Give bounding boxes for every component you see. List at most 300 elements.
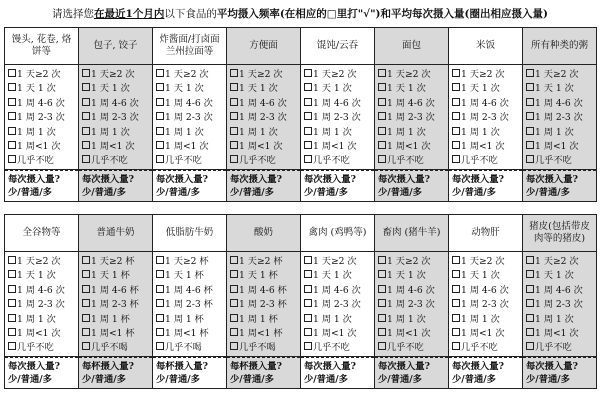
frequency-option-label: 几乎不吃 xyxy=(535,155,572,167)
frequency-option xyxy=(378,140,448,154)
frequency-option-label: 1 天≥2 次 xyxy=(165,69,209,80)
frequency-checkbox[interactable] xyxy=(230,270,238,278)
frequency-checkbox[interactable] xyxy=(82,285,90,293)
frequency-option-label: 1 天≥2 次 xyxy=(461,256,505,267)
frequency-option-label: 1 周 2-3 杯 xyxy=(239,299,287,311)
frequency-option-label: 1 天 1 次 xyxy=(461,83,500,95)
frequency-option xyxy=(156,341,226,355)
food-name-cell xyxy=(153,215,227,252)
amount-choices[interactable]: 少/普通/多 xyxy=(230,373,274,385)
frequency-checkbox[interactable] xyxy=(304,256,312,264)
frequency-option-label: 1 周 1 杯 xyxy=(165,313,204,325)
amount-question: 每次摄入量? xyxy=(526,360,578,372)
frequency-checkbox[interactable] xyxy=(8,270,16,278)
food-name-cell xyxy=(5,215,79,252)
amount-choices[interactable]: 少/普通/多 xyxy=(156,373,200,385)
frequency-option xyxy=(452,298,522,312)
frequency-option xyxy=(378,111,448,125)
frequency-option xyxy=(452,154,522,168)
food-name: 酸奶 xyxy=(253,227,273,238)
frequency-checkbox[interactable] xyxy=(156,270,164,278)
frequency-checkbox[interactable] xyxy=(304,141,312,149)
frequency-option-label: 1 周<1 次 xyxy=(239,141,283,153)
amount-question: 每杯摄入量? xyxy=(230,360,282,372)
frequency-checkbox[interactable] xyxy=(378,98,386,106)
frequency-option xyxy=(156,298,226,312)
frequency-option-label: 1 周 1 杯 xyxy=(91,313,130,325)
amount-choices[interactable]: 少/普通/多 xyxy=(230,186,274,198)
frequency-options-cell xyxy=(375,252,449,357)
frequency-checkbox[interactable] xyxy=(156,256,164,264)
frequency-checkbox[interactable] xyxy=(82,83,90,91)
frequency-option-label: 1 周 4-6 次 xyxy=(239,97,287,109)
frequency-option xyxy=(452,284,522,298)
frequency-checkbox[interactable] xyxy=(156,328,164,336)
frequency-option-label: 1 周 4-6 次 xyxy=(313,284,361,296)
frequency-checkbox[interactable] xyxy=(230,83,238,91)
frequency-checkbox[interactable] xyxy=(230,256,238,264)
amount-choices[interactable]: 少/普通/多 xyxy=(82,373,126,385)
frequency-option-label: 1 周 1 次 xyxy=(461,126,500,138)
food-header-row xyxy=(5,215,597,252)
frequency-checkbox[interactable] xyxy=(452,155,460,163)
amount-cell xyxy=(5,356,79,388)
frequency-option xyxy=(304,82,374,96)
frequency-option xyxy=(526,255,596,269)
amount-choices[interactable]: 少/普通/多 xyxy=(156,186,200,198)
food-name-cell xyxy=(153,28,227,65)
amount-choices[interactable]: 少/普通/多 xyxy=(8,186,52,198)
frequency-option xyxy=(230,97,300,111)
frequency-checkbox[interactable] xyxy=(304,83,312,91)
frequency-checkbox[interactable] xyxy=(230,98,238,106)
frequency-option-label: 1 周<1 杯 xyxy=(239,328,283,340)
frequency-option xyxy=(230,341,300,355)
amount-choices[interactable]: 少/普通/多 xyxy=(526,186,570,198)
frequency-checkbox[interactable] xyxy=(304,270,312,278)
frequency-option xyxy=(378,154,448,168)
frequency-option-label: 1 周 4-6 杯 xyxy=(165,284,213,296)
frequency-option xyxy=(378,284,448,298)
frequency-option-label: 1 天 1 次 xyxy=(91,83,130,95)
frequency-option-label: 几乎不吃 xyxy=(313,155,350,167)
frequency-options-cell xyxy=(5,252,79,357)
frequency-option-label: 几乎不吃 xyxy=(17,342,54,354)
frequency-checkbox[interactable] xyxy=(378,285,386,293)
frequency-checkbox[interactable] xyxy=(82,69,90,77)
amount-choices[interactable]: 少/普通/多 xyxy=(452,186,496,198)
frequency-option-label: 1 天≥2 杯 xyxy=(165,256,209,267)
frequency-option xyxy=(156,154,226,168)
frequency-option-label: 1 周 2-3 次 xyxy=(91,112,139,124)
amount-row xyxy=(5,169,597,201)
frequency-checkbox[interactable] xyxy=(82,328,90,336)
frequency-option xyxy=(526,97,596,111)
frequency-option xyxy=(8,341,78,355)
frequency-checkbox[interactable] xyxy=(452,69,460,77)
frequency-option xyxy=(526,154,596,168)
frequency-row xyxy=(5,252,597,357)
frequency-option xyxy=(304,140,374,154)
frequency-option xyxy=(526,284,596,298)
instruction-text: (在相应的□里打"√")和 xyxy=(279,8,392,20)
frequency-checkbox[interactable] xyxy=(156,112,164,120)
frequency-options-cell xyxy=(523,65,597,170)
frequency-option xyxy=(230,126,300,140)
frequency-options-cell xyxy=(153,252,227,357)
amount-question: 每次摄入量? xyxy=(8,360,60,372)
frequency-option-label: 1 周 2-3 次 xyxy=(387,112,435,124)
frequency-option xyxy=(304,341,374,355)
amount-choices[interactable]: 少/普通/多 xyxy=(8,373,52,385)
frequency-option-label: 1 天≥2 次 xyxy=(313,256,357,267)
amount-question: 每次摄入量? xyxy=(156,173,208,185)
frequency-option-label: 几乎不吃 xyxy=(239,155,276,167)
frequency-checkbox[interactable] xyxy=(230,285,238,293)
food-name: 面包 xyxy=(401,40,421,51)
frequency-option xyxy=(304,154,374,168)
frequency-checkbox[interactable] xyxy=(378,112,386,120)
amount-choices[interactable]: 少/普通/多 xyxy=(452,373,496,385)
frequency-checkbox[interactable] xyxy=(230,328,238,336)
amount-choices[interactable]: 少/普通/多 xyxy=(378,186,422,198)
frequency-option-label: 1 天 1 次 xyxy=(17,83,56,95)
frequency-option xyxy=(156,68,226,82)
frequency-checkbox[interactable] xyxy=(526,328,534,336)
amount-cell xyxy=(523,169,597,201)
frequency-option-label: 几乎不喝 xyxy=(239,342,276,354)
frequency-checkbox[interactable] xyxy=(452,83,460,91)
frequency-checkbox[interactable] xyxy=(526,314,534,322)
frequency-checkbox[interactable] xyxy=(156,299,164,307)
amount-cell xyxy=(227,169,301,201)
frequency-checkbox[interactable] xyxy=(452,127,460,135)
frequency-option-label: 1 天 1 次 xyxy=(387,83,426,95)
frequency-option-label: 1 周 1 次 xyxy=(17,313,56,325)
frequency-checkbox[interactable] xyxy=(452,285,460,293)
frequency-option xyxy=(156,284,226,298)
frequency-option-label: 几乎不吃 xyxy=(17,155,54,167)
frequency-option-label: 1 周 4-6 杯 xyxy=(91,284,139,296)
frequency-checkbox[interactable] xyxy=(304,285,312,293)
frequency-checkbox[interactable] xyxy=(526,285,534,293)
frequency-option-label: 1 天≥2 次 xyxy=(535,256,579,267)
frequency-option xyxy=(230,140,300,154)
food-name: 所有种类的粥 xyxy=(530,40,588,51)
amount-cell xyxy=(153,169,227,201)
frequency-option-label: 1 天 1 次 xyxy=(313,83,352,95)
frequency-option-label: 1 周 1 次 xyxy=(535,313,574,325)
frequency-checkbox[interactable] xyxy=(82,141,90,149)
food-name-cell xyxy=(227,215,301,252)
frequency-checkbox[interactable] xyxy=(230,299,238,307)
frequency-option xyxy=(82,313,152,327)
amount-choices[interactable]: 少/普通/多 xyxy=(82,186,126,198)
amount-question: 每次摄入量? xyxy=(8,173,60,185)
frequency-checkbox[interactable] xyxy=(82,342,90,350)
frequency-checkbox[interactable] xyxy=(230,342,238,350)
frequency-option xyxy=(8,111,78,125)
frequency-checkbox[interactable] xyxy=(156,83,164,91)
frequency-checkbox[interactable] xyxy=(526,83,534,91)
frequency-option-label: 1 天 1 次 xyxy=(535,270,574,282)
amount-cell xyxy=(523,356,597,388)
food-name: 畜肉 (猪牛羊) xyxy=(382,227,441,238)
amount-question: 每次摄入量? xyxy=(304,173,356,185)
frequency-checkbox[interactable] xyxy=(526,127,534,135)
frequency-checkbox[interactable] xyxy=(378,270,386,278)
frequency-option-label: 1 周 2-3 次 xyxy=(535,112,583,124)
frequency-option xyxy=(526,111,596,125)
frequency-checkbox[interactable] xyxy=(378,342,386,350)
frequency-option xyxy=(82,97,152,111)
frequency-checkbox[interactable] xyxy=(526,270,534,278)
frequency-option-label: 1 天 1 次 xyxy=(461,270,500,282)
frequency-checkbox[interactable] xyxy=(82,98,90,106)
frequency-checkbox[interactable] xyxy=(8,112,16,120)
frequency-option xyxy=(452,255,522,269)
frequency-option xyxy=(230,82,300,96)
frequency-checkbox[interactable] xyxy=(526,112,534,120)
frequency-checkbox[interactable] xyxy=(304,98,312,106)
food-name: 禽肉 (鸡鸭等) xyxy=(308,227,367,238)
frequency-checkbox[interactable] xyxy=(82,127,90,135)
frequency-option xyxy=(452,82,522,96)
food-name: 动物肝 xyxy=(471,227,500,238)
frequency-option-label: 1 天 1 次 xyxy=(387,270,426,282)
amount-choices[interactable]: 少/普通/多 xyxy=(304,373,348,385)
frequency-option xyxy=(452,111,522,125)
instruction-header xyxy=(0,6,600,21)
frequency-option-label: 1 周 1 次 xyxy=(535,126,574,138)
frequency-checkbox[interactable] xyxy=(230,69,238,77)
frequency-checkbox[interactable] xyxy=(378,69,386,77)
frequency-checkbox[interactable] xyxy=(452,314,460,322)
frequency-options-cell xyxy=(227,252,301,357)
frequency-checkbox[interactable] xyxy=(378,127,386,135)
frequency-checkbox[interactable] xyxy=(452,299,460,307)
frequency-checkbox[interactable] xyxy=(526,342,534,350)
frequency-checkbox[interactable] xyxy=(82,256,90,264)
frequency-option xyxy=(452,126,522,140)
frequency-option xyxy=(452,327,522,341)
frequency-checkbox[interactable] xyxy=(378,141,386,149)
frequency-option xyxy=(378,126,448,140)
frequency-option-label: 1 周 2-3 次 xyxy=(461,112,509,124)
frequency-option xyxy=(230,313,300,327)
frequency-option xyxy=(82,140,152,154)
frequency-option xyxy=(304,68,374,82)
frequency-checkbox[interactable] xyxy=(304,328,312,336)
frequency-option-label: 几乎不喝 xyxy=(165,342,202,354)
frequency-option-label: 1 天 1 次 xyxy=(535,83,574,95)
frequency-checkbox[interactable] xyxy=(378,328,386,336)
frequency-option xyxy=(8,313,78,327)
frequency-checkbox[interactable] xyxy=(156,98,164,106)
food-name: 包子, 饺子 xyxy=(93,40,138,51)
frequency-option-label: 1 天 1 次 xyxy=(313,270,352,282)
frequency-option xyxy=(452,97,522,111)
frequency-option-label: 几乎不吃 xyxy=(165,155,202,167)
frequency-checkbox[interactable] xyxy=(230,314,238,322)
amount-cell xyxy=(449,169,523,201)
amount-question: 每次摄入量? xyxy=(378,173,430,185)
frequency-option-label: 1 周 1 次 xyxy=(165,126,204,138)
amount-cell xyxy=(301,356,375,388)
amount-choices[interactable]: 少/普通/多 xyxy=(304,186,348,198)
frequency-checkbox[interactable] xyxy=(452,270,460,278)
frequency-checkbox[interactable] xyxy=(526,155,534,163)
frequency-checkbox[interactable] xyxy=(8,127,16,135)
frequency-option xyxy=(526,82,596,96)
frequency-checkbox[interactable] xyxy=(82,314,90,322)
frequency-option xyxy=(8,68,78,82)
food-name-cell xyxy=(301,215,375,252)
frequency-option xyxy=(304,284,374,298)
frequency-option xyxy=(156,313,226,327)
frequency-checkbox[interactable] xyxy=(452,112,460,120)
frequency-checkbox[interactable] xyxy=(526,69,534,77)
frequency-option xyxy=(304,298,374,312)
frequency-checkbox[interactable] xyxy=(526,299,534,307)
instruction-text: 请选择您 xyxy=(52,8,95,20)
frequency-option-label: 1 周 4-6 次 xyxy=(387,97,435,109)
frequency-checkbox[interactable] xyxy=(526,141,534,149)
frequency-option-label: 1 周<1 次 xyxy=(387,328,431,340)
frequency-option-label: 1 天≥2 次 xyxy=(313,69,357,80)
frequency-checkbox[interactable] xyxy=(452,328,460,336)
frequency-checkbox[interactable] xyxy=(8,314,16,322)
frequency-checkbox[interactable] xyxy=(156,127,164,135)
food-name-cell xyxy=(79,28,153,65)
frequency-checkbox[interactable] xyxy=(230,112,238,120)
frequency-option xyxy=(304,97,374,111)
frequency-checkbox[interactable] xyxy=(452,98,460,106)
frequency-checkbox[interactable] xyxy=(304,155,312,163)
frequency-option-label: 1 天≥2 杯 xyxy=(239,256,283,267)
amount-choices[interactable]: 少/普通/多 xyxy=(378,373,422,385)
frequency-checkbox[interactable] xyxy=(8,155,16,163)
food-name-cell xyxy=(523,215,597,252)
instruction-timeframe: 在最近1个月内 xyxy=(94,8,165,20)
frequency-checkbox[interactable] xyxy=(452,141,460,149)
frequency-checkbox[interactable] xyxy=(8,342,16,350)
frequency-options-cell xyxy=(5,65,79,170)
frequency-checkbox[interactable] xyxy=(378,314,386,322)
frequency-checkbox[interactable] xyxy=(378,83,386,91)
frequency-checkbox[interactable] xyxy=(8,141,16,149)
amount-choices[interactable]: 少/普通/多 xyxy=(526,373,570,385)
frequency-checkbox[interactable] xyxy=(8,285,16,293)
food-name-cell xyxy=(227,28,301,65)
frequency-checkbox[interactable] xyxy=(526,98,534,106)
frequency-checkbox[interactable] xyxy=(8,69,16,77)
frequency-option-label: 1 周 1 杯 xyxy=(239,313,278,325)
frequency-checkbox[interactable] xyxy=(156,314,164,322)
frequency-checkbox[interactable] xyxy=(82,299,90,307)
frequency-option-label: 1 天 1 杯 xyxy=(165,270,204,282)
frequency-checkbox[interactable] xyxy=(156,342,164,350)
frequency-option xyxy=(82,82,152,96)
frequency-option xyxy=(8,97,78,111)
frequency-option xyxy=(8,269,78,283)
food-name-cell xyxy=(375,215,449,252)
frequency-checkbox[interactable] xyxy=(156,155,164,163)
food-name: 馄饨/云吞 xyxy=(316,40,359,51)
frequency-checkbox[interactable] xyxy=(156,285,164,293)
frequency-checkbox[interactable] xyxy=(304,69,312,77)
amount-cell xyxy=(301,169,375,201)
frequency-checkbox[interactable] xyxy=(526,256,534,264)
frequency-option xyxy=(8,298,78,312)
frequency-option-label: 1 天≥2 次 xyxy=(91,69,135,80)
instruction-amount: 平均每次摄入量 xyxy=(391,8,465,20)
amount-question: 每次摄入量? xyxy=(526,173,578,185)
frequency-option-label: 1 天 1 次 xyxy=(165,83,204,95)
frequency-checkbox[interactable] xyxy=(230,141,238,149)
frequency-checkbox[interactable] xyxy=(230,127,238,135)
frequency-option xyxy=(452,140,522,154)
food-name: 米饭 xyxy=(475,40,495,51)
frequency-option-label: 1 周 4-6 次 xyxy=(313,97,361,109)
frequency-option-label: 1 周 4-6 次 xyxy=(17,284,65,296)
frequency-option xyxy=(452,68,522,82)
frequency-option-label: 1 天≥2 次 xyxy=(387,256,431,267)
frequency-checkbox[interactable] xyxy=(304,314,312,322)
frequency-checkbox[interactable] xyxy=(8,328,16,336)
frequency-checkbox[interactable] xyxy=(452,342,460,350)
frequency-option xyxy=(526,313,596,327)
frequency-checkbox[interactable] xyxy=(452,256,460,264)
frequency-checkbox[interactable] xyxy=(304,299,312,307)
frequency-checkbox[interactable] xyxy=(82,112,90,120)
frequency-option xyxy=(230,327,300,341)
food-name-cell xyxy=(449,28,523,65)
frequency-checkbox[interactable] xyxy=(378,155,386,163)
frequency-option-label: 1 周<1 次 xyxy=(313,141,357,153)
frequency-checkbox[interactable] xyxy=(8,299,16,307)
frequency-option xyxy=(82,111,152,125)
frequency-checkbox[interactable] xyxy=(8,83,16,91)
frequency-checkbox[interactable] xyxy=(304,342,312,350)
frequency-checkbox[interactable] xyxy=(230,155,238,163)
amount-cell xyxy=(79,356,153,388)
frequency-checkbox[interactable] xyxy=(8,256,16,264)
frequency-checkbox[interactable] xyxy=(156,141,164,149)
frequency-checkbox[interactable] xyxy=(82,270,90,278)
frequency-option xyxy=(378,341,448,355)
frequency-checkbox[interactable] xyxy=(378,299,386,307)
food-name: 全谷物等 xyxy=(22,227,61,238)
frequency-option-label: 1 周 1 次 xyxy=(313,313,352,325)
frequency-option-label: 1 周 4-6 次 xyxy=(535,284,583,296)
instruction-frequency: 平均摄入频率 xyxy=(216,8,280,20)
frequency-option xyxy=(526,140,596,154)
frequency-checkbox[interactable] xyxy=(304,112,312,120)
frequency-checkbox[interactable] xyxy=(82,155,90,163)
frequency-option-label: 1 周 1 次 xyxy=(91,126,130,138)
frequency-checkbox[interactable] xyxy=(156,69,164,77)
frequency-checkbox[interactable] xyxy=(8,98,16,106)
frequency-checkbox[interactable] xyxy=(378,256,386,264)
frequency-option xyxy=(8,284,78,298)
frequency-option xyxy=(304,126,374,140)
food-name-cell xyxy=(79,215,153,252)
frequency-option-label: 1 周 2-3 次 xyxy=(17,299,65,311)
frequency-checkbox[interactable] xyxy=(304,127,312,135)
frequency-option xyxy=(230,154,300,168)
food-table-bottom xyxy=(4,214,597,389)
